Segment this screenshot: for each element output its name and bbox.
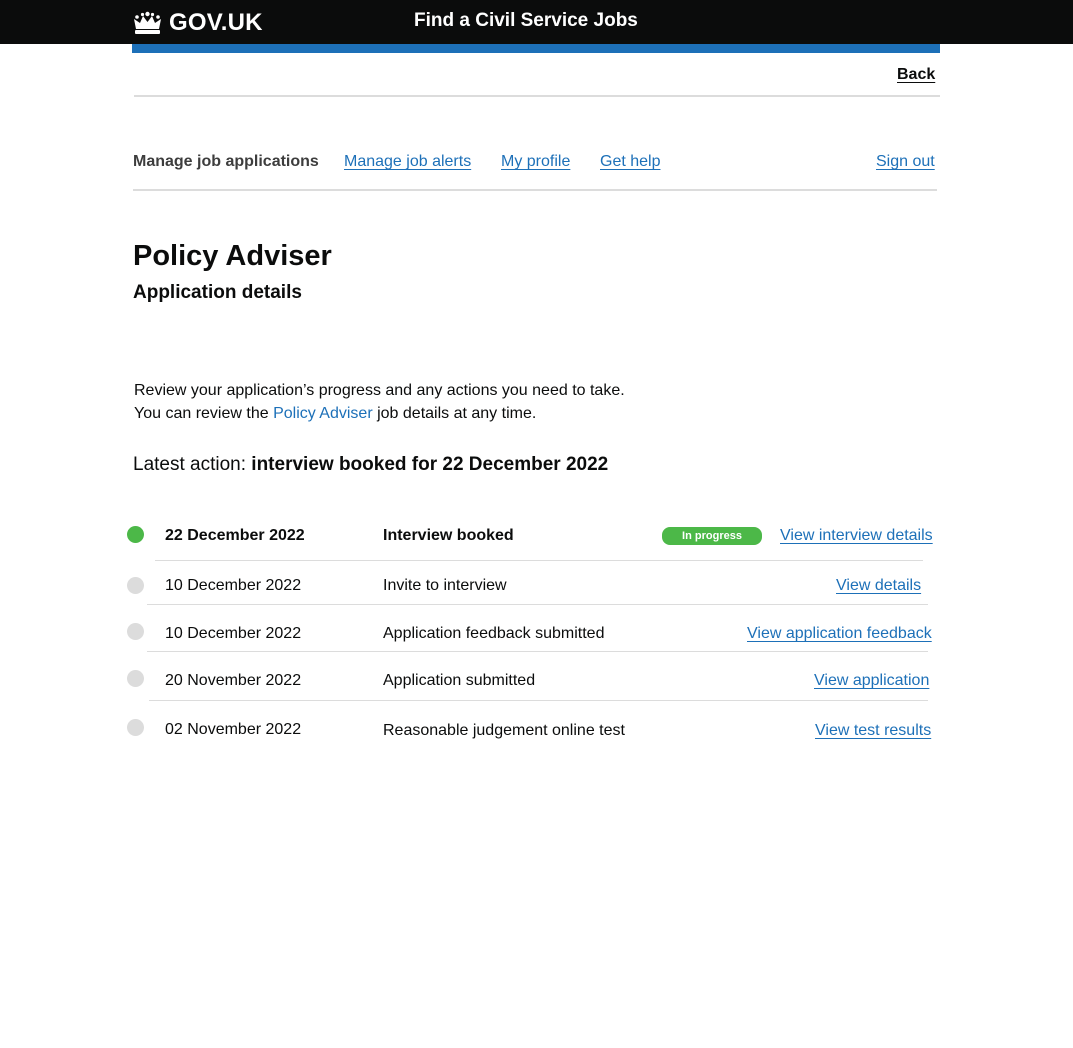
intro-line-1: Review your application’s progress and any actions you need to take. bbox=[134, 382, 625, 399]
view-details-link[interactable]: View details bbox=[836, 577, 922, 594]
view-interview-details-link[interactable]: View interview details bbox=[780, 527, 933, 544]
job-details-link[interactable]: Policy Adviser bbox=[273, 405, 373, 422]
status-dot bbox=[127, 577, 144, 594]
latest-action bbox=[133, 454, 608, 476]
intro-line-2 bbox=[134, 402, 625, 425]
intro-text-after: job details at any time. bbox=[372, 405, 537, 422]
nav-item-get-help[interactable]: Get help bbox=[600, 153, 661, 170]
intro-text bbox=[134, 379, 625, 425]
service-name-link[interactable]: Find a Civil Service Jobs bbox=[414, 10, 638, 31]
intro-text-before: You can review the bbox=[134, 405, 274, 422]
timeline-date: 02 November 2022 bbox=[165, 721, 302, 738]
nav-item-manage-job-applications: Manage job applications bbox=[133, 153, 319, 170]
status-dot bbox=[127, 623, 144, 640]
govuk-logo-link[interactable] bbox=[132, 9, 263, 37]
timeline-date: 10 December 2022 bbox=[165, 577, 302, 594]
status-badge: In progress bbox=[662, 527, 762, 545]
status-dot bbox=[127, 670, 144, 687]
timeline-event: Invite to interview bbox=[383, 577, 507, 594]
divider bbox=[133, 189, 937, 191]
row-divider bbox=[149, 700, 928, 701]
header-bar bbox=[0, 0, 1073, 44]
timeline-date: 20 November 2022 bbox=[165, 672, 302, 689]
timeline-event: Interview booked bbox=[383, 527, 514, 544]
timeline-event: Application submitted bbox=[383, 672, 536, 689]
header-blue-strip bbox=[132, 44, 940, 53]
timeline-date: 10 December 2022 bbox=[165, 625, 302, 642]
timeline-event: Reasonable judgement online test bbox=[383, 722, 625, 739]
page-subtitle: Application details bbox=[133, 282, 302, 303]
view-test-results-link[interactable]: View test results bbox=[815, 722, 932, 739]
crown-icon bbox=[132, 11, 163, 35]
view-application-feedback-link[interactable]: View application feedback bbox=[747, 625, 932, 642]
page-title: Policy Adviser bbox=[133, 240, 332, 272]
row-divider bbox=[147, 651, 928, 652]
timeline-event: Application feedback submitted bbox=[383, 625, 605, 642]
back-link[interactable]: Back bbox=[897, 66, 936, 83]
nav-item-manage-job-alerts[interactable]: Manage job alerts bbox=[344, 153, 472, 170]
status-dot bbox=[127, 719, 144, 736]
status-dot-active bbox=[127, 526, 144, 543]
divider bbox=[134, 95, 940, 97]
row-divider bbox=[147, 604, 928, 605]
logo-text: GOV.UK bbox=[169, 9, 263, 36]
sign-out-link[interactable]: Sign out bbox=[876, 153, 935, 170]
timeline-date: 22 December 2022 bbox=[165, 527, 305, 544]
latest-action-value: interview booked for 22 December 2022 bbox=[251, 454, 609, 475]
view-application-link[interactable]: View application bbox=[814, 672, 930, 689]
nav-item-my-profile[interactable]: My profile bbox=[501, 153, 571, 170]
row-divider bbox=[155, 560, 923, 561]
account-navigation bbox=[133, 153, 937, 179]
latest-action-label: Latest action: bbox=[133, 454, 252, 475]
